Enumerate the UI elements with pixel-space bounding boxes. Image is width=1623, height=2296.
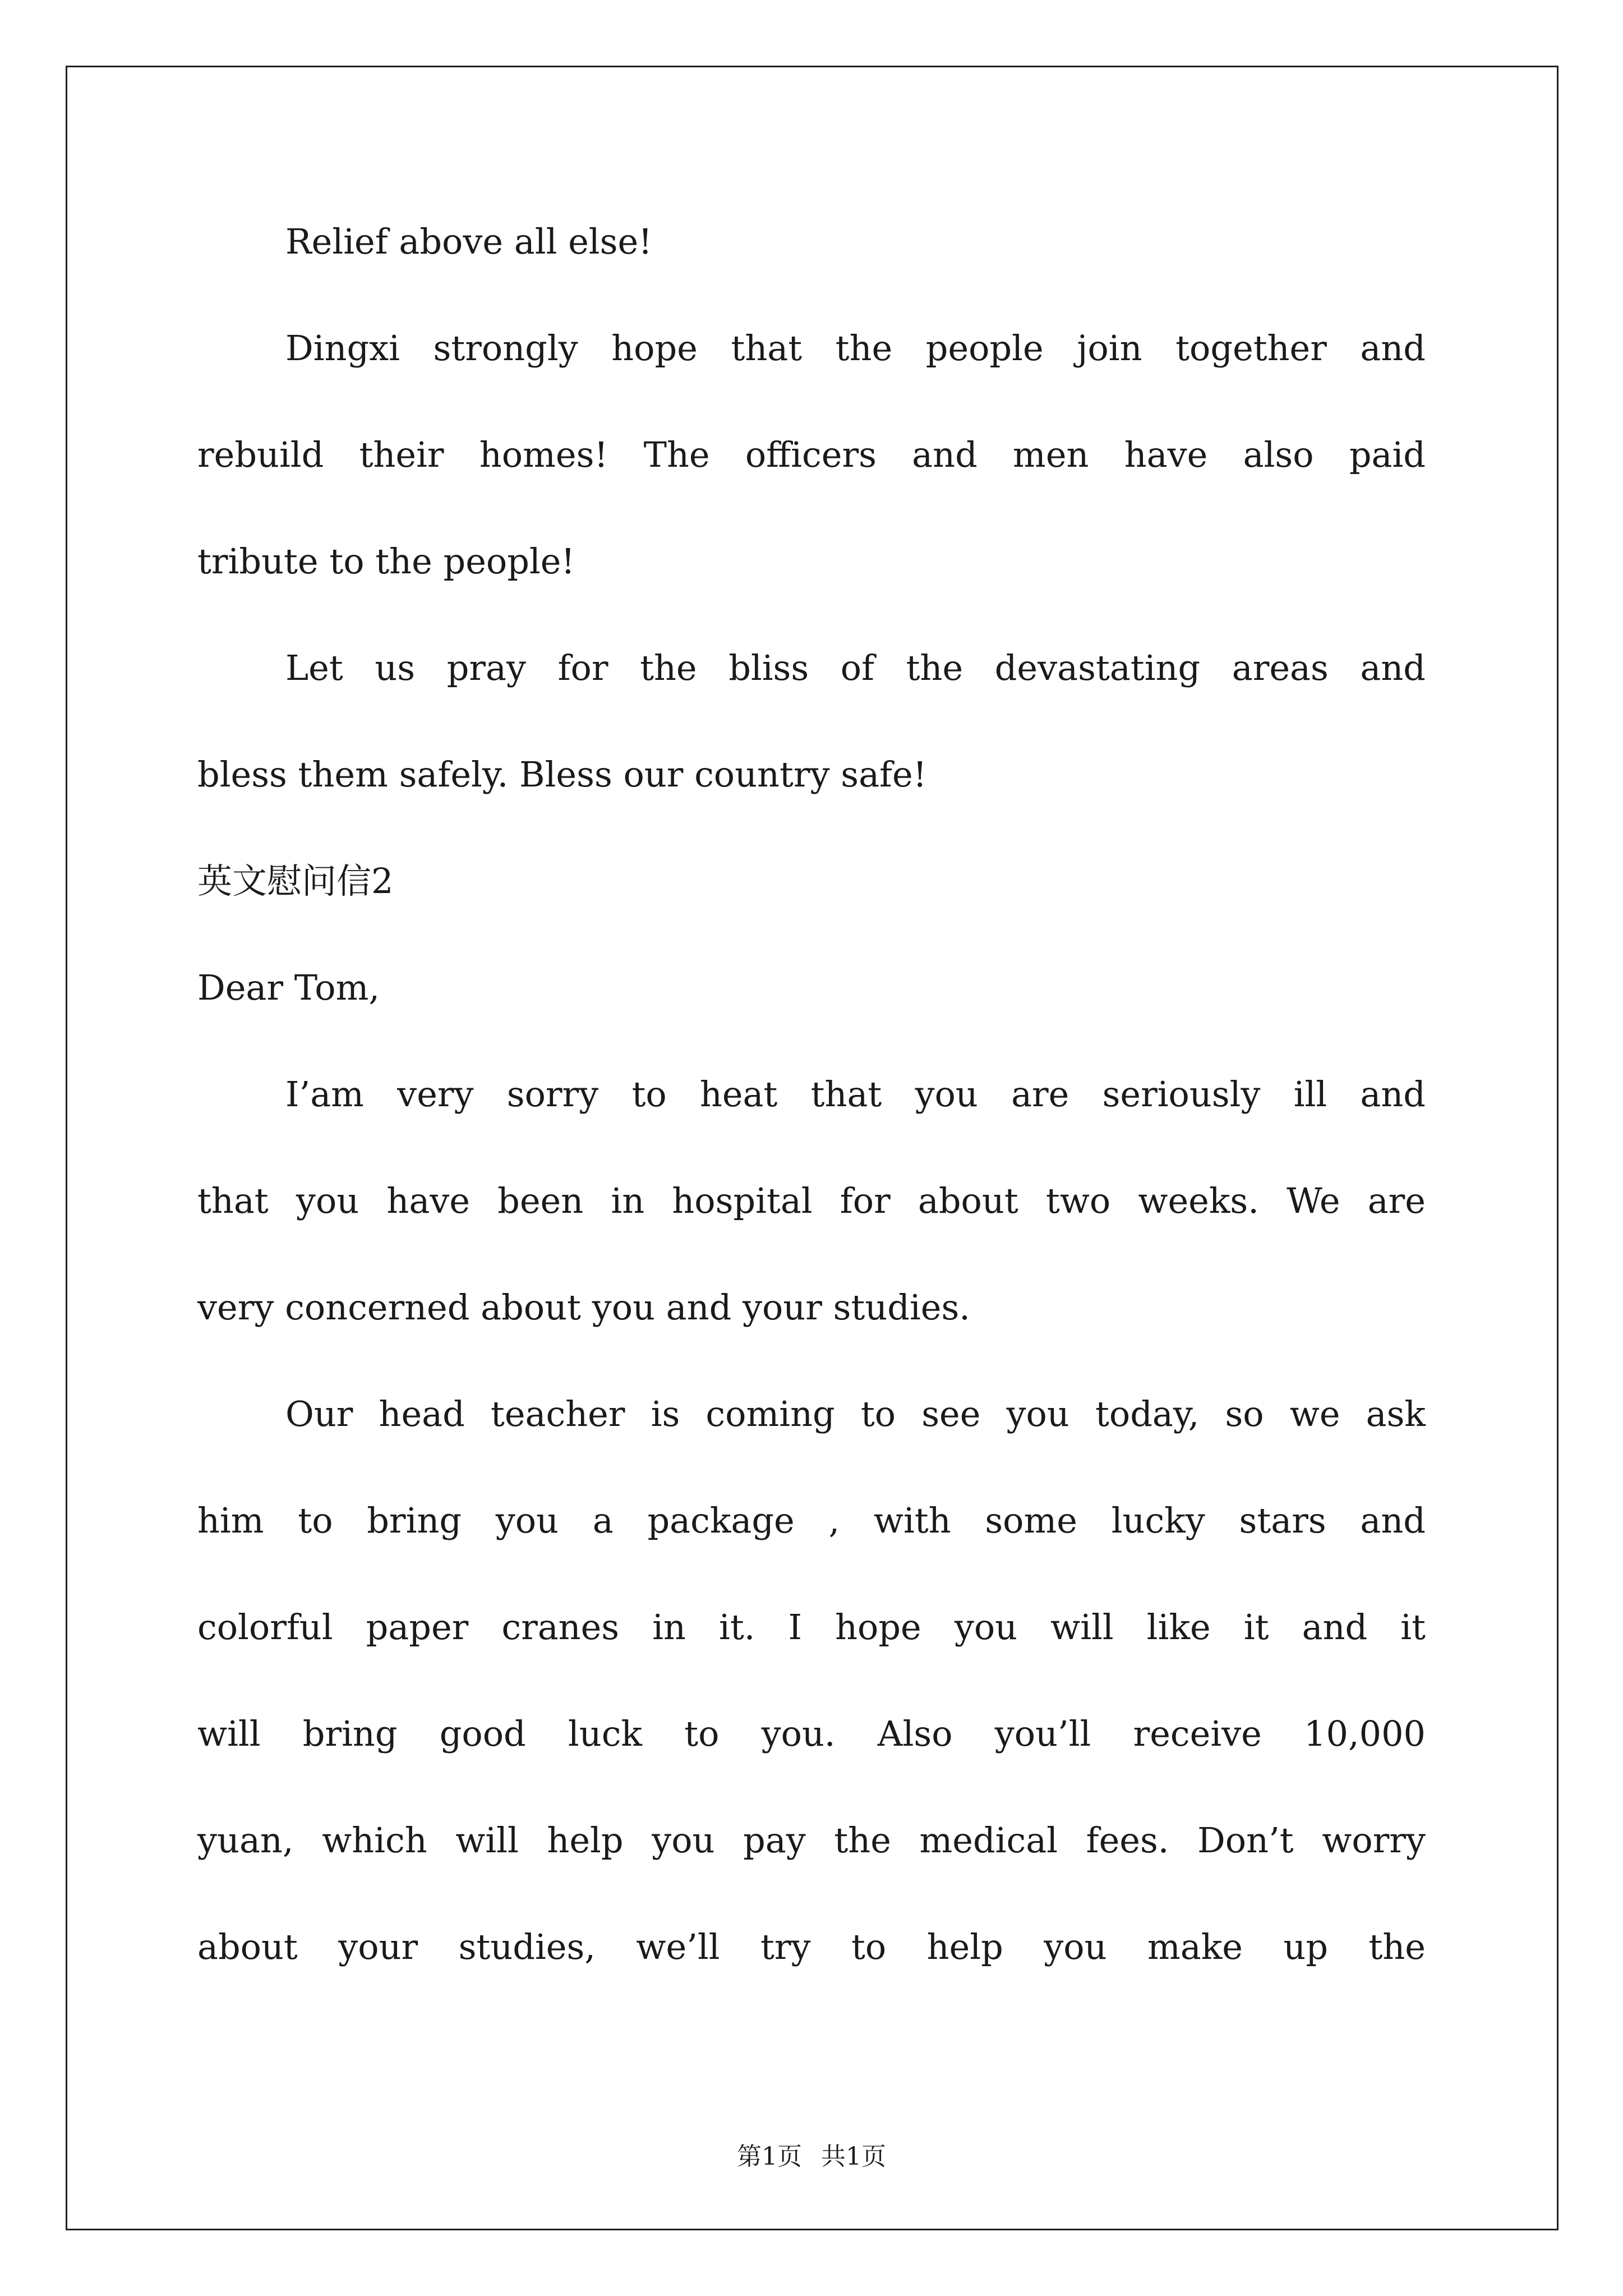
text-line: Relief above all else! [285, 221, 653, 262]
text-line: Dingxi strongly hope that the people join together and [285, 328, 1426, 369]
text-line: I’am very sorry to heat that you are seriously ill and [285, 1074, 1426, 1115]
text-line: bless them safely. Bless our country safe! [197, 754, 927, 795]
text-line: him to bring you a package , with some lucky stars and [197, 1500, 1426, 1541]
text-line: Our head teacher is coming to see you today, so we ask [285, 1393, 1426, 1434]
text-line: Let us pray for the bliss of the devastating areas and [285, 647, 1426, 688]
text-line: rebuild their homes! The officers and men have also paid [197, 434, 1426, 475]
text-line: that you have been in hospital for about two weeks. We are [197, 1180, 1426, 1221]
page-number-current: 第1页 [737, 2142, 802, 2171]
text-line: will bring good luck to you. Also you’ll receive 10,000 [197, 1713, 1426, 1754]
page-number-total: 共1页 [821, 2142, 886, 2171]
text-line: very concerned about you and your studies. [197, 1287, 970, 1328]
page-border [66, 66, 1559, 2230]
text-line: Dear Tom, [197, 967, 380, 1008]
text-line: 英文慰问信2 [197, 861, 394, 901]
text-line: colorful paper cranes in it. I hope you will like it and it [197, 1607, 1426, 1648]
text-line: about your studies, we’ll try to help you make up the [197, 1926, 1426, 1967]
page-footer [0, 2136, 1623, 2172]
text-line: tribute to the people! [197, 541, 575, 582]
text-line: yuan, which will help you pay the medical fees. Don’t worry [197, 1820, 1426, 1861]
